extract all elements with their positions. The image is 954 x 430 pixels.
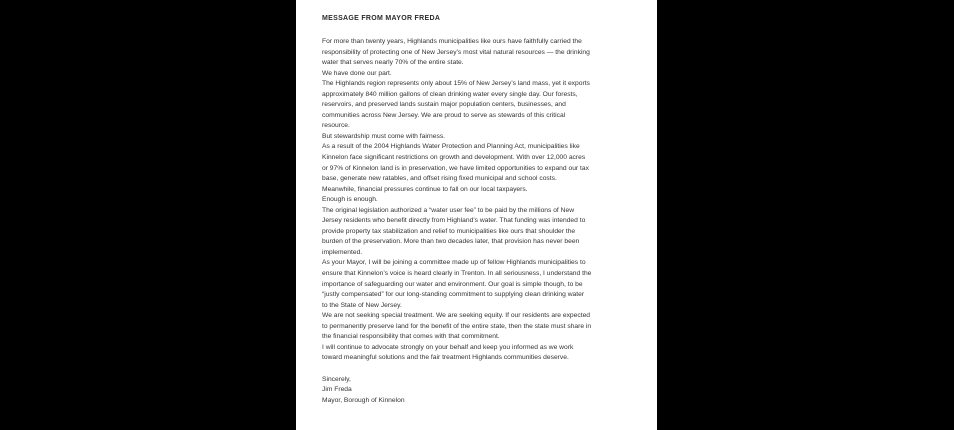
letter-line: Mayor, Borough of Kinnelon bbox=[322, 396, 405, 404]
letter-line: We have done our part. bbox=[322, 69, 392, 77]
letter-line: Enough is enough. bbox=[322, 196, 378, 204]
letter-page bbox=[296, 0, 657, 430]
letter-line: or 97% of Kinnelon land is in preservation, we have limited opportunities to expand our tax bbox=[322, 164, 589, 172]
letter-line: importance of safeguarding our water and environment. Our goal is simple though, to be bbox=[322, 280, 583, 288]
letter-line: Sincerely, bbox=[322, 375, 351, 383]
letter-line: Jim Freda bbox=[322, 386, 352, 394]
letter-closing bbox=[322, 375, 633, 407]
letter-line: communities across New Jersey. We are proud to serve as stewards of this critical bbox=[322, 111, 566, 119]
letter-line: ensure that Kinnelon’s voice is heard clearly in Trenton. In all seriousness, I understand the bbox=[322, 270, 592, 278]
letter-line: The Highlands region represents only about 15% of New Jersey’s land mass, yet it exports bbox=[322, 80, 590, 88]
letter-line: approximately 840 million gallons of clean drinking water every single day. Our forests, bbox=[322, 90, 578, 98]
letter-line: provide property tax stabilization and relief to municipalities like ours that shoulder the bbox=[322, 227, 576, 235]
letter-line: water that serves nearly 70% of the entire state. bbox=[322, 59, 464, 67]
letter-line: the financial responsibility that comes with that commitment. bbox=[322, 333, 500, 341]
letter-line: As a result of the 2004 Highlands Water Protection and Planning Act, municipalities like bbox=[322, 143, 580, 151]
letter-line: burden of the preservation. More than two decades later, that provision has never been bbox=[322, 238, 580, 246]
letter-line: Kinnelon face significant restrictions on growth and development. With over 12,000 acres bbox=[322, 154, 586, 162]
letter-line: As your Mayor, I will be joining a committee made up of fellow Highlands municipalities to bbox=[322, 259, 586, 267]
letter-body bbox=[322, 37, 633, 364]
letter-line: Meanwhile, financial pressures continue to fall on our local taxpayers. bbox=[322, 185, 528, 193]
letter-line: resource. bbox=[322, 122, 350, 130]
letter-line: to permanently preserve land for the benefit of the entire state, then the state must share in bbox=[322, 322, 592, 330]
letter-line: But stewardship must come with fairness. bbox=[322, 132, 446, 140]
letter-line: Jersey residents who benefit directly from Highland’s water. That funding was intended to bbox=[322, 217, 586, 225]
letter-line: responsibility of protecting one of New Jersey’s most vital natural resources — the drinking bbox=[322, 48, 590, 56]
letter-title: MESSAGE FROM MAYOR FREDA bbox=[322, 15, 441, 22]
letter-line: base, generate new ratables, and offset rising fixed municipal and school costs. bbox=[322, 175, 557, 183]
letter-line: to the State of New Jersey. bbox=[322, 301, 402, 309]
letter-line: reservoirs, and preserved lands sustain major population centers, businesses, and bbox=[322, 101, 566, 109]
letter-line: We are not seeking special treatment. We are seeking equity. If our residents are expected bbox=[322, 312, 591, 320]
letter-line: “justly compensated” for our long-standing commitment to supplying clean drinking water bbox=[322, 291, 585, 299]
letterbox-left bbox=[0, 0, 296, 430]
letter-line: I will continue to advocate strongly on your behalf and keep you informed as we work bbox=[322, 343, 574, 351]
letter-line: The original legislation authorized a “water user fee” to be paid by the millions of New bbox=[322, 206, 575, 214]
letter-line: implemented. bbox=[322, 248, 363, 256]
letter-line: For more than twenty years, Highlands municipalities like ours have faithfully carried the bbox=[322, 38, 582, 45]
letter-line: toward meaningful solutions and the fair treatment Highlands communities deserve. bbox=[322, 354, 569, 362]
letter-content bbox=[296, 0, 657, 406]
letterbox-right bbox=[657, 0, 954, 430]
